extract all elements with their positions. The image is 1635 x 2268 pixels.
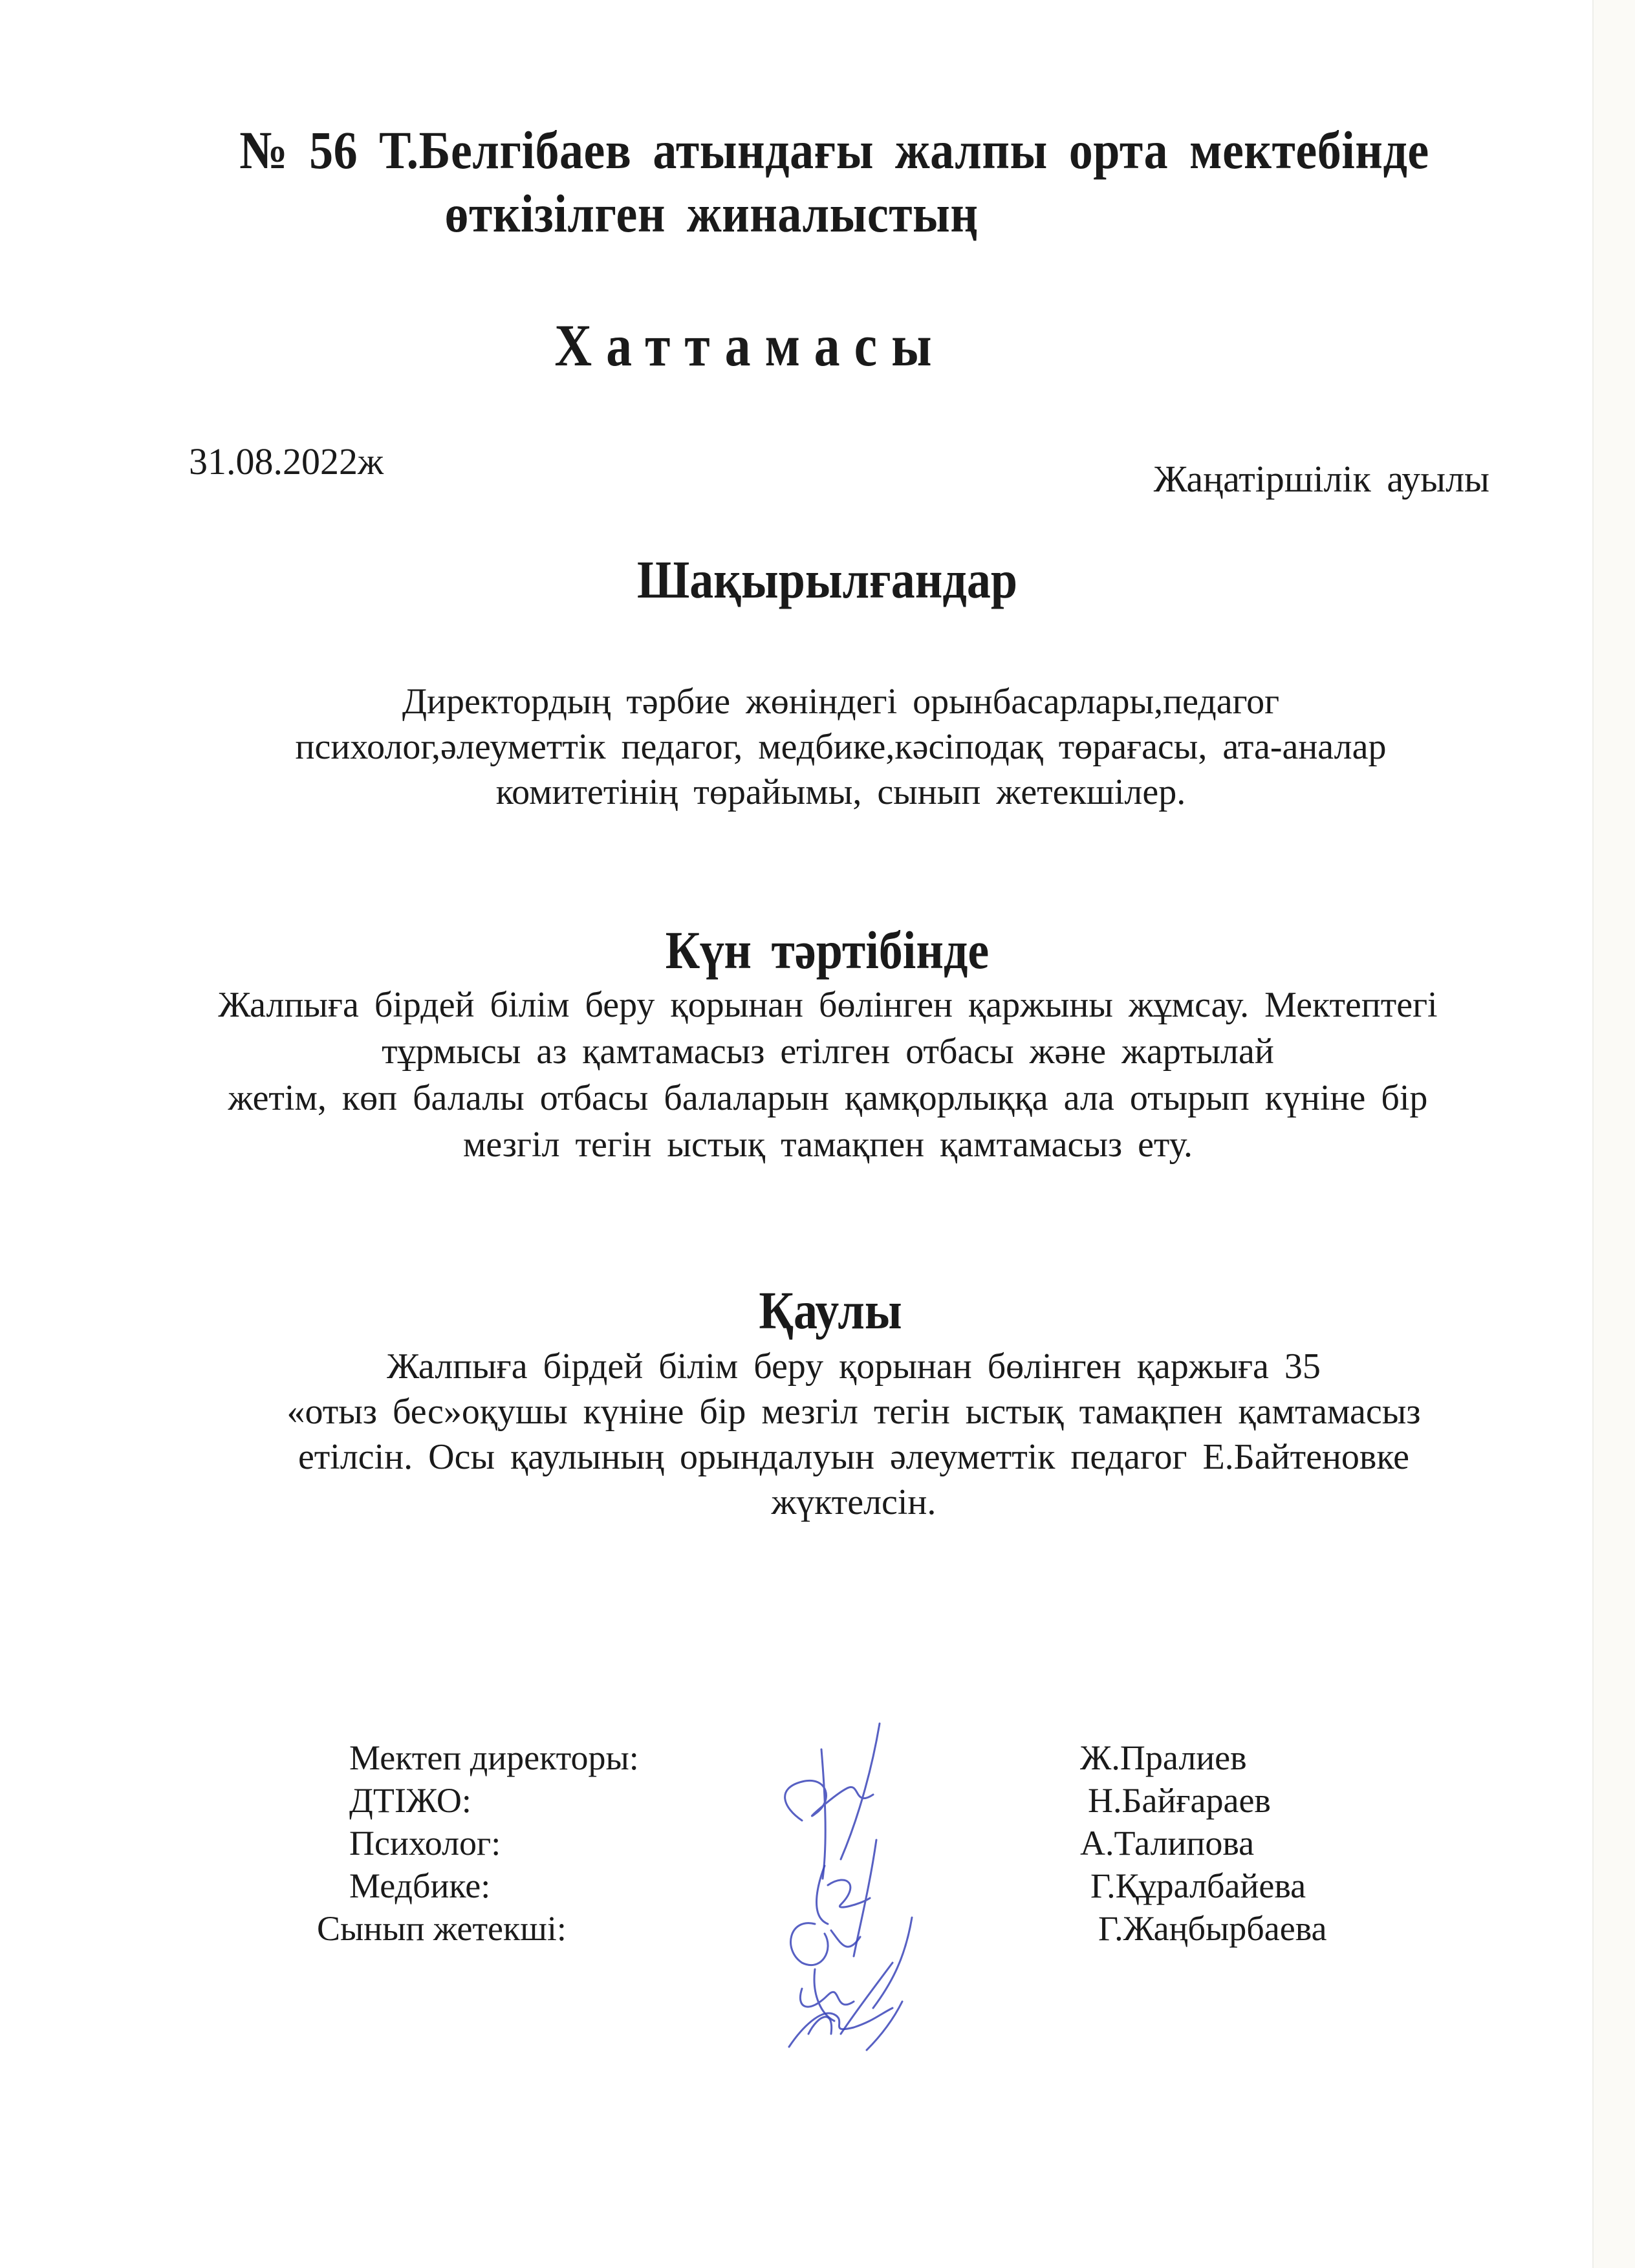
signature-nurse bbox=[800, 1963, 893, 2034]
resolution-line: Жалпыға бірдей білім беру қорынан бөлінген қаржыға 35 bbox=[387, 1346, 1321, 1387]
resolution-line: «отыз бес»оқушы күніне бір мезгіл тегін ыстық тамақпен қамтамасыз bbox=[287, 1392, 1421, 1432]
agenda-heading: Күн тәртібінде bbox=[665, 921, 990, 980]
handwritten-signatures bbox=[763, 1711, 996, 2053]
signatory-role: Психолог: bbox=[349, 1824, 501, 1863]
invited-line: психолог,әлеуметтік педагог, медбике,кәсіподақ төрағасы, ата-аналар bbox=[295, 727, 1387, 767]
invited-line: Директордың тәрбие жөніндегі орынбасарлары,педагог bbox=[402, 682, 1280, 722]
signatory-name: Г.Жаңбырбаева bbox=[1098, 1909, 1327, 1948]
scan-edge-strip bbox=[1592, 0, 1635, 2268]
signatory-role: Мектеп директоры: bbox=[349, 1738, 639, 1777]
signatory-name: Г.Құралбайева bbox=[1090, 1866, 1306, 1905]
document-type-heading: Хаттамасы bbox=[554, 313, 946, 379]
document-title-line-1: № 56 Т.Белгібаев атындағы жалпы орта мектебінде bbox=[239, 120, 1429, 180]
signature-psychologist bbox=[791, 1917, 912, 2008]
signature-block bbox=[310, 1736, 1475, 2027]
invited-heading: Шақырылғандар bbox=[637, 550, 1017, 610]
meeting-place: Жаңатіршілік ауылы bbox=[1153, 458, 1489, 500]
agenda-line: тұрмысы аз қамтамасыз етілген отбасы және жартылай bbox=[382, 1031, 1274, 1072]
agenda-line: Жалпыға бірдей білім беру қорынан бөлінген қаржыны жұмсау. Мектептегі bbox=[218, 985, 1438, 1025]
resolution-heading: Қаулы bbox=[759, 1281, 902, 1341]
signatory-names bbox=[1080, 1736, 1326, 1950]
agenda-line: мезгіл тегін ыстық тамақпен қамтамасыз ету. bbox=[462, 1125, 1193, 1165]
resolution-text bbox=[110, 1344, 1597, 1525]
signatory-role: ДТІЖО: bbox=[349, 1781, 471, 1820]
signature-director bbox=[785, 1723, 880, 1879]
signatory-role: Медбике: bbox=[349, 1866, 491, 1905]
document-title-line-2: өткізілген жиналыстың bbox=[444, 184, 979, 244]
invited-line: комитетінің төрайымы, сынып жетекшілер. bbox=[495, 772, 1186, 812]
agenda-line: жетім, көп балалы отбасы балаларын қамқорлыққа ала отырып күніне бір bbox=[228, 1078, 1428, 1118]
signatory-roles bbox=[310, 1736, 639, 1950]
agenda-text bbox=[71, 982, 1585, 1168]
resolution-line: жүктелсін. bbox=[771, 1482, 937, 1522]
invited-text bbox=[155, 679, 1526, 815]
signature-scribbles bbox=[763, 1711, 996, 2053]
signatory-name: А.Талипова bbox=[1080, 1824, 1255, 1863]
resolution-line: етілсін. Осы қаулының орындалуын әлеуметтік педагог Е.Байтеновке bbox=[298, 1437, 1410, 1477]
meeting-date: 31.08.2022ж bbox=[189, 440, 384, 482]
signatory-name: Ж.Пралиев bbox=[1080, 1738, 1247, 1777]
signatory-role: Сынып жетекші: bbox=[317, 1909, 567, 1948]
signatory-name: Н.Байғараев bbox=[1088, 1781, 1271, 1820]
